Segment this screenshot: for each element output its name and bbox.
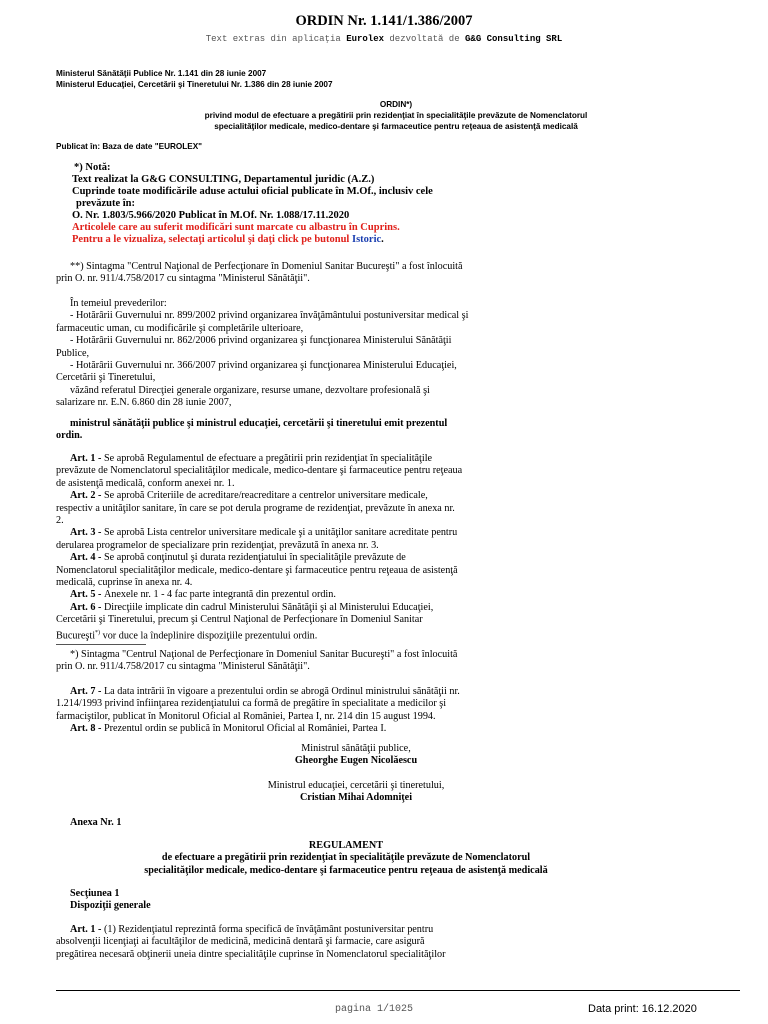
regulament-heading: REGULAMENT de efectuare a pregătirii prin rezidenţiat în specialităţile prevăzute de Nomenclatorul specialităţilor medicale, medico-dentare şi farmaceutice pentru reţeaua de asistenţă medicală (144, 840, 548, 876)
source-subtitle: Text extras din aplicaţia Eurolex dezvoltată de G&G Consulting SRL (205, 34, 563, 44)
issuer-1: Ministerul Sănătăţii Publice Nr. 1.141 din 28 iunie 2007 (56, 69, 267, 78)
document-title: ORDIN Nr. 1.141/1.386/2007 (295, 13, 473, 29)
nota-label: *) Notă: (74, 162, 111, 173)
signature-1: Ministrul sănătăţii publice, Gheorghe Eugen Nicolăescu (294, 743, 418, 767)
app-name: Eurolex (346, 34, 384, 44)
anexa-label: Anexa Nr. 1 (70, 817, 122, 828)
print-date: Data print: 16.12.2020 (588, 1003, 697, 1015)
footer-divider (56, 990, 740, 991)
published-in: Publicat în: Baza de date "EUROLEX" (56, 142, 203, 151)
articles-block: Art. 1 - Se aprobă Regulamentul de efectuare a pregătirii prin rezidenţiat în specialităţile prevăzute de Nomenclatorul specialităţilor medicale, medico-dentare şi farmaceutice pentru reţeaua de asistenţă medicală, conform anexei nr. 1. Art. 2 - Se aprobă Criteriile de acreditare/reacreditare a centrelor universitare medicale, respectiv a unităţilor sanitare, în care se pot derula programe de rezidenţiat, prevăzute în anexa nr. 2. Art. 3 - Se aprobă Lista centrelor universitare medicale şi a unităţilor sanitare acreditate pentru derularea programelor de specializare prin rezidenţiat, prevăzută în anexa nr. 3. Art. 4 - Se aprobă conţinutul şi durata rezidenţiatului în specialităţile prevăzute de Nomenclatorul specialităţilor medicale, medico-dentare şi farmaceutice pentru reţeaua de asistenţă medicală, cuprinse în anexa nr. 4. Art. 5 - Anexele nr. 1 - 4 fac parte integrantă din prezentul ordin. Art. 6 - Direcţiile implicate din cadrul Ministerului Sănătăţii şi al Ministerului Educaţiei, Cercetării şi Tineretului, precum şi Centrul Naţional de Perfecţionare în Domeniul Sanitar Bucureşti*) vor duce la îndeplinire dispoziţiile prezentului ordin. (56, 453, 736, 642)
footnote-divider (56, 644, 146, 645)
sintagma-note: **) Sintagma "Centrul Naţional de Perfecţionare în Domeniul Sanitar Bucureşti" a fost înlocuită prin O. nr. 911/4.758/2017 cu sintagma "Ministerul Sănătăţii". (56, 261, 463, 285)
act-type: ORDIN*) (379, 100, 413, 109)
art-7: Art. 7 - La data intrării în vigoare a prezentului ordin se abrogă Ordinul ministrului sănătăţii nr. (70, 686, 460, 697)
art-2: Art. 2 - Se aprobă Criteriile de acreditare/reacreditare a centrelor universitare medicale, (70, 490, 428, 502)
art-8: Art. 8 - Prezentul ordin se publică în Monitorul Oficial al României, Partea I. (70, 723, 387, 735)
art-1: Art. 1 - Se aprobă Regulamentul de efectuare a pregătirii prin rezidenţiat în specialităţile (70, 453, 433, 464)
act-title-line-1: privind modul de efectuare a pregătirii prin rezidenţiat în specialităţile prevăzute de Nomenclatorul (204, 111, 588, 120)
art-6: Art. 6 - Direcţiile implicate din cadrul Ministerului Sănătăţii şi al Ministerului Educaţiei, (70, 601, 434, 613)
modified-articles-note: Articolele care au suferit modificări sunt marcate cu albastru în Cuprins. (72, 222, 400, 233)
signature-2: Ministrul educaţiei, cercetării şi tineretului, Cristian Mihai Adomniţei (267, 780, 445, 804)
art-3: Art. 3 - Se aprobă Lista centrelor universitare medicale şi a unităţilor sanitare acreditate pentru (70, 527, 458, 539)
section-heading: Secţiunea 1 Dispoziţii generale (70, 888, 151, 912)
preamble: În temeiul prevederilor: - Hotărârii Guvernului nr. 899/2002 privind organizarea învăţământului postuniversitar medical şi farmaceutic uman, cu modificările şi completările ulterioare, - Hotărârii Guvernului nr. 862/2006 privind organizarea şi funcţionarea Ministerului Sănătăţii Publice, - Hotărârii Guvernului nr. 366/2007 privind organizarea şi funcţionarea Ministerului Educaţiei, Cercetării şi Tineretului, văzând referatul Direcţiei generale organizare, resurse umane, dezvoltare profesională şi salarizare nr. E.N. 6.860 din 28 iunie 2007, (56, 298, 469, 409)
emit-clause: ministrul sănătăţii publice şi ministrul educaţiei, cercetării şi tineretului emit prezentul ordin. (56, 418, 448, 442)
company-name: G&G Consulting SRL (465, 34, 563, 44)
art-5: Art. 5 - Anexele nr. 1 - 4 fac parte integrantă din prezentul ordin. (70, 589, 336, 601)
footnote: *) Sintagma "Centrul Naţional de Perfecţionare în Domeniul Sanitar Bucureşti" a fost înlocuită prin O. nr. 911/4.758/2017 cu sintagma "Ministerul Sănătăţii". (56, 649, 458, 673)
anexa-art-1: Art. 1 - (1) Rezidenţiatul reprezintă forma specifică de învăţământ postuniversitar pentru absolvenţii licenţiaţi ai facultăţilor de medicină, medicină dentară şi farmacie, care asigură pregătirea necesară obţinerii uneia dintre specialităţile cuprinse în Nomenclatorul specialităţilor (56, 924, 446, 960)
page-number: pagina 1/1025 (335, 1004, 414, 1015)
act-title-line-2: specialităţilor medicale, medico-dentare şi farmaceutice pentru reţeaua de asistenţă medicală (214, 122, 578, 131)
istoric-instruction: Pentru a le vizualiza, selectaţi articolul şi daţi click pe butonul Istoric. (72, 234, 384, 245)
istoric-button-link[interactable]: Istoric (351, 234, 382, 245)
nota-block: *) Notă: Text realizat la G&G CONSULTING, Departamentul juridic (A.Z.) Cuprinde toate modificările aduse actului oficial publicate în M.Of., inclusiv cele prevăzute în: O. Nr. 1.803/5.966/2020 Publicat în M.Of. Nr. 1.088/17.11.2020 Articolele care au suferit modificări sunt marcate cu albastru în Cuprins. Pentru a le vizualiza, selectaţi articolul şi daţi click pe butonul Istoric. (72, 162, 722, 246)
art-4: Art. 4 - Se aprobă conţinutul şi durata rezidenţiatului în specialităţile prevăzute de (70, 552, 406, 564)
issuer-2: Ministerul Educaţiei, Cercetării şi Tineretului Nr. 1.386 din 28 iunie 2007 (56, 80, 333, 89)
articles-final: Art. 7 - La data intrării în vigoare a prezentului ordin se abrogă Ordinul ministrului sănătăţii nr. 1.214/1993 privind înfiinţarea rezidenţiatului ca formă de pregătire în specialitate a medicilor şi farmaciştilor, publicat în Monitorul Oficial al României, Partea I, nr. 214 din 15 august 1994. Art. 8 - Prezentul ordin se publică în Monitorul Oficial al României, Partea I. (56, 686, 736, 736)
